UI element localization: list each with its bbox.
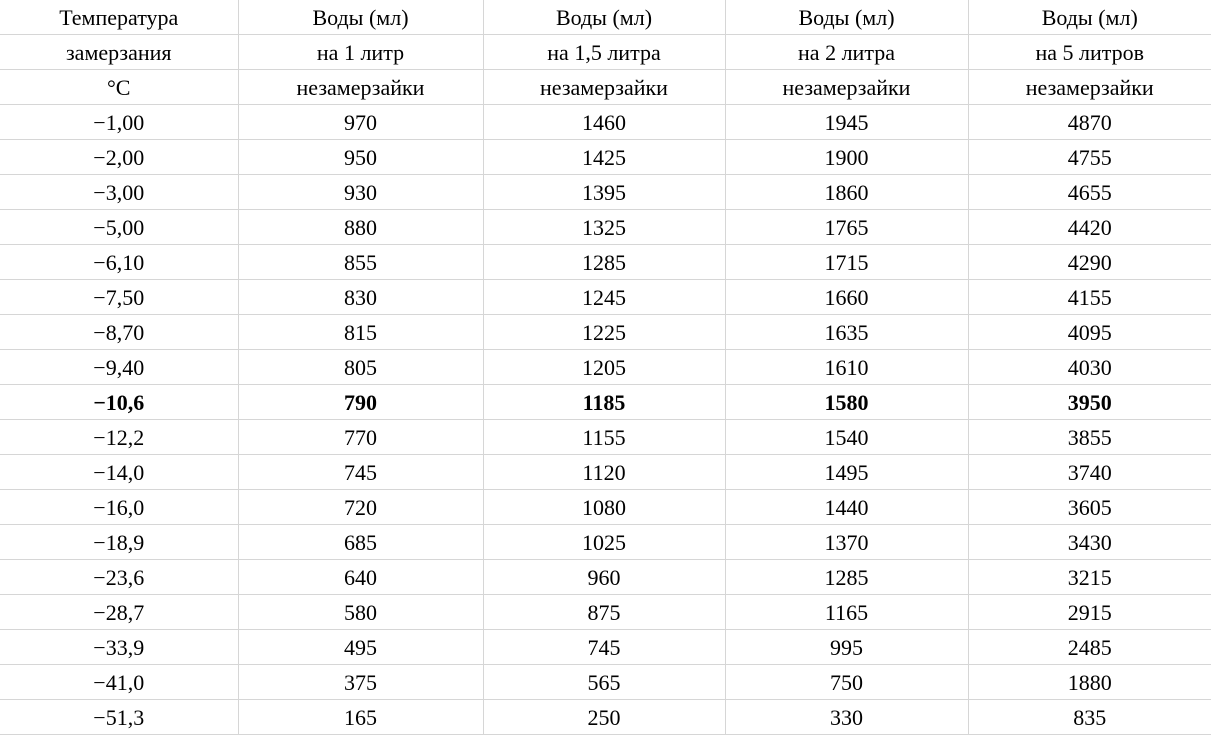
water-1l-cell: 720 [238, 490, 483, 525]
water-1l-cell: 855 [238, 245, 483, 280]
water-1l-cell: 970 [238, 105, 483, 140]
water-1l-cell: 640 [238, 560, 483, 595]
water-1l-cell: 790 [238, 385, 483, 420]
water-5l-cell: 3855 [968, 420, 1211, 455]
header-row [0, 70, 1211, 105]
table-row [0, 315, 1211, 350]
water-5l-cell: 4755 [968, 140, 1211, 175]
header-cell: замерзания [0, 35, 238, 70]
table-row [0, 140, 1211, 175]
water-1l-cell: 805 [238, 350, 483, 385]
header-cell: Воды (мл) [968, 0, 1211, 35]
water-1l-cell: 880 [238, 210, 483, 245]
table-row [0, 700, 1211, 735]
water-1-5l-cell: 960 [483, 560, 725, 595]
temperature-cell: −33,9 [0, 630, 238, 665]
water-2l-cell: 1495 [725, 455, 968, 490]
table-row [0, 630, 1211, 665]
water-1-5l-cell: 1245 [483, 280, 725, 315]
table-row [0, 420, 1211, 455]
water-1-5l-cell: 875 [483, 595, 725, 630]
water-1-5l-cell: 1205 [483, 350, 725, 385]
header-cell: на 5 литров [968, 35, 1211, 70]
table-row [0, 560, 1211, 595]
header-cell: Воды (мл) [238, 0, 483, 35]
water-2l-cell: 1165 [725, 595, 968, 630]
water-1-5l-cell: 745 [483, 630, 725, 665]
temperature-cell: −9,40 [0, 350, 238, 385]
temperature-cell: −2,00 [0, 140, 238, 175]
water-5l-cell: 2915 [968, 595, 1211, 630]
header-cell: незамерзайки [968, 70, 1211, 105]
water-5l-cell: 4155 [968, 280, 1211, 315]
water-5l-cell: 4870 [968, 105, 1211, 140]
temperature-cell: −23,6 [0, 560, 238, 595]
water-1l-cell: 930 [238, 175, 483, 210]
water-5l-cell: 3605 [968, 490, 1211, 525]
water-5l-cell: 3950 [968, 385, 1211, 420]
water-5l-cell: 3215 [968, 560, 1211, 595]
water-1l-cell: 580 [238, 595, 483, 630]
temperature-cell: −10,6 [0, 385, 238, 420]
water-1l-cell: 770 [238, 420, 483, 455]
header-row [0, 35, 1211, 70]
water-1-5l-cell: 1025 [483, 525, 725, 560]
water-1-5l-cell: 1225 [483, 315, 725, 350]
water-5l-cell: 2485 [968, 630, 1211, 665]
temperature-cell: −8,70 [0, 315, 238, 350]
water-2l-cell: 1715 [725, 245, 968, 280]
temperature-cell: −3,00 [0, 175, 238, 210]
water-1-5l-cell: 1120 [483, 455, 725, 490]
temperature-cell: −6,10 [0, 245, 238, 280]
table-row [0, 350, 1211, 385]
water-5l-cell: 4290 [968, 245, 1211, 280]
water-1l-cell: 685 [238, 525, 483, 560]
water-5l-cell: 4655 [968, 175, 1211, 210]
water-1-5l-cell: 1285 [483, 245, 725, 280]
header-cell: °C [0, 70, 238, 105]
temperature-cell: −14,0 [0, 455, 238, 490]
water-1l-cell: 495 [238, 630, 483, 665]
water-2l-cell: 1370 [725, 525, 968, 560]
header-cell: на 1,5 литра [483, 35, 725, 70]
header-cell: незамерзайки [238, 70, 483, 105]
table-row [0, 210, 1211, 245]
temperature-cell: −1,00 [0, 105, 238, 140]
table-row [0, 175, 1211, 210]
water-1l-cell: 830 [238, 280, 483, 315]
water-2l-cell: 1860 [725, 175, 968, 210]
water-1l-cell: 745 [238, 455, 483, 490]
water-2l-cell: 750 [725, 665, 968, 700]
water-5l-cell: 4095 [968, 315, 1211, 350]
water-2l-cell: 1580 [725, 385, 968, 420]
water-5l-cell: 4420 [968, 210, 1211, 245]
water-1-5l-cell: 1080 [483, 490, 725, 525]
water-2l-cell: 330 [725, 700, 968, 735]
header-cell: на 2 литра [725, 35, 968, 70]
water-1l-cell: 950 [238, 140, 483, 175]
temperature-cell: −28,7 [0, 595, 238, 630]
water-1l-cell: 165 [238, 700, 483, 735]
water-2l-cell: 1945 [725, 105, 968, 140]
water-1l-cell: 815 [238, 315, 483, 350]
water-5l-cell: 835 [968, 700, 1211, 735]
table-row [0, 245, 1211, 280]
water-5l-cell: 1880 [968, 665, 1211, 700]
table-row [0, 280, 1211, 315]
temperature-cell: −7,50 [0, 280, 238, 315]
header-cell: Воды (мл) [725, 0, 968, 35]
water-2l-cell: 1285 [725, 560, 968, 595]
water-2l-cell: 1660 [725, 280, 968, 315]
temperature-cell: −12,2 [0, 420, 238, 455]
table-row [0, 665, 1211, 700]
water-1-5l-cell: 1185 [483, 385, 725, 420]
table-row [0, 595, 1211, 630]
water-5l-cell: 4030 [968, 350, 1211, 385]
table-row [0, 105, 1211, 140]
water-2l-cell: 1765 [725, 210, 968, 245]
water-1-5l-cell: 1155 [483, 420, 725, 455]
water-2l-cell: 1440 [725, 490, 968, 525]
temperature-cell: −16,0 [0, 490, 238, 525]
water-1-5l-cell: 250 [483, 700, 725, 735]
table-row [0, 490, 1211, 525]
header-cell: незамерзайки [483, 70, 725, 105]
table-row [0, 455, 1211, 490]
header-cell: Температура [0, 0, 238, 35]
water-1-5l-cell: 565 [483, 665, 725, 700]
water-1-5l-cell: 1325 [483, 210, 725, 245]
table-row [0, 525, 1211, 560]
temperature-cell: −41,0 [0, 665, 238, 700]
water-2l-cell: 1635 [725, 315, 968, 350]
table-row [0, 385, 1211, 420]
water-2l-cell: 1900 [725, 140, 968, 175]
temperature-cell: −51,3 [0, 700, 238, 735]
water-1-5l-cell: 1425 [483, 140, 725, 175]
header-row [0, 0, 1211, 35]
temperature-cell: −18,9 [0, 525, 238, 560]
header-cell: незамерзайки [725, 70, 968, 105]
temperature-cell: −5,00 [0, 210, 238, 245]
water-1-5l-cell: 1395 [483, 175, 725, 210]
water-5l-cell: 3740 [968, 455, 1211, 490]
water-2l-cell: 1610 [725, 350, 968, 385]
header-cell: Воды (мл) [483, 0, 725, 35]
water-5l-cell: 3430 [968, 525, 1211, 560]
water-1-5l-cell: 1460 [483, 105, 725, 140]
water-2l-cell: 1540 [725, 420, 968, 455]
header-cell: на 1 литр [238, 35, 483, 70]
water-2l-cell: 995 [725, 630, 968, 665]
water-1l-cell: 375 [238, 665, 483, 700]
